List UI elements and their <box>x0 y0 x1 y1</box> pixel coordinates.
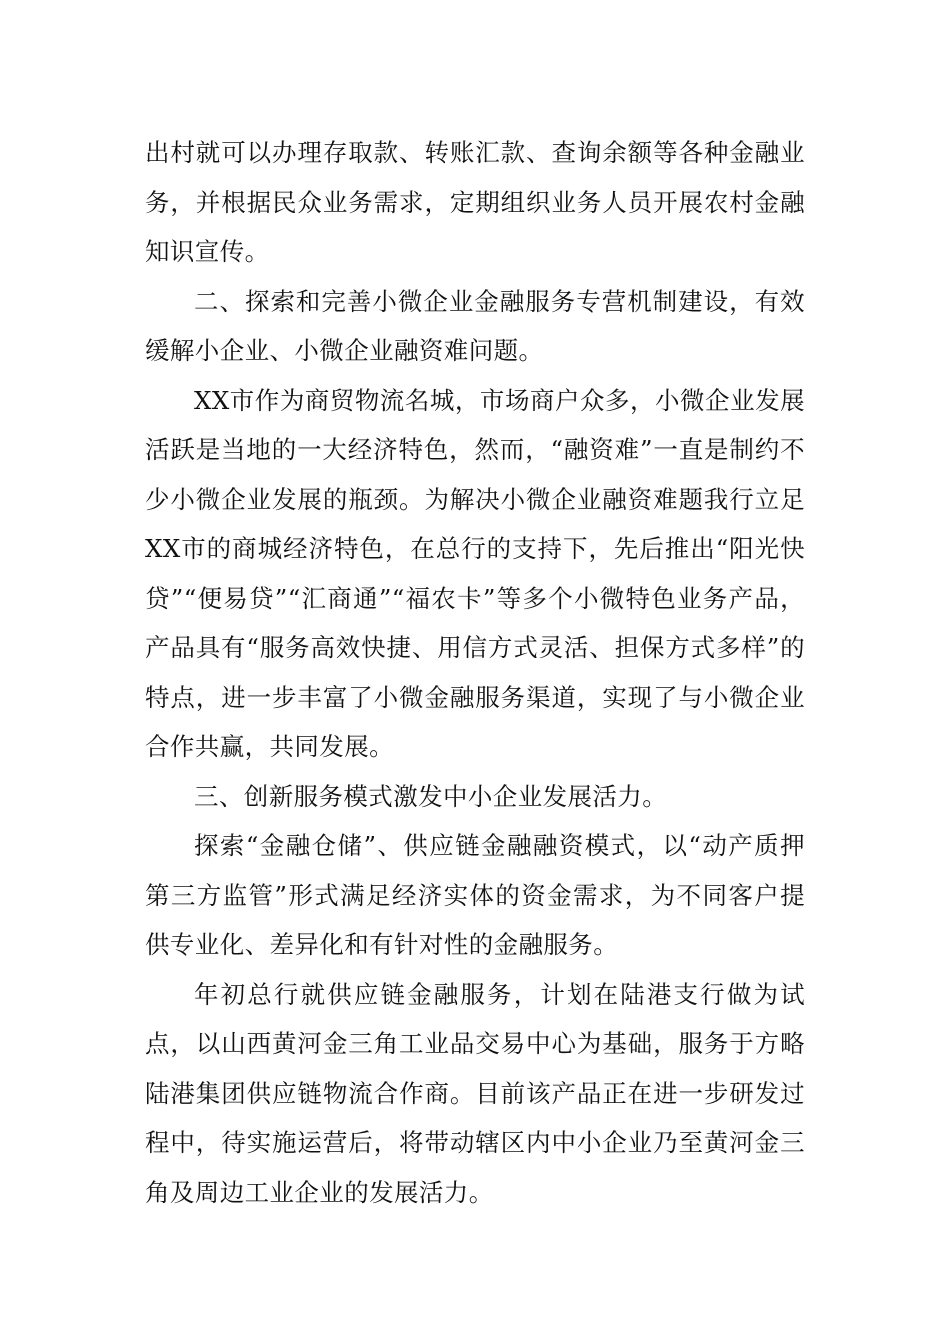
paragraph-pilot-program: 年初总行就供应链金融服务，计划在陆港支行做为试点，以山西黄河金三角工业品交易中心为基础，服务于方略陆港集团供应链物流合作商。目前该产品正在进一步研发过程中，待实施运营后，将带动辖区内中小企业乃至黄河金三角及周边工业企业的发展活力。 <box>145 979 805 1207</box>
section-heading-two: 二、探索和完善小微企业金融服务专营机制建设，有效缓解小企业、小微企业融资难问题。 <box>145 286 805 365</box>
paragraph-supply-chain: 探索“金融仓储”、供应链金融融资模式，以“动产质押第三方监管”形式满足经济实体的资金需求，为不同客户提供专业化、差异化和有针对性的金融服务。 <box>145 831 805 959</box>
paragraph-continuation: 出村就可以办理存取款、转账汇款、查询余额等各种金融业务，并根据民众业务需求，定期组织业务人员开展农村金融知识宣传。 <box>145 138 805 266</box>
document-body <box>145 128 805 1217</box>
paragraph-small-business: XX市作为商贸物流名城，市场商户众多，小微企业发展活跃是当地的一大经济特色，然而，“融资难”一直是制约不少小微企业发展的瓶颈。为解决小微企业融资难题我行立足XX市的商城经济特色，在总行的支持下，先后推出“阳光快贷”“便易贷”“汇商通”“福农卡”等多个小微特色业务产品，产品具有“服务高效快捷、用信方式灵活、担保方式多样”的特点，进一步丰富了小微金融服务渠道，实现了与小微企业合作共赢，共同发展。 <box>145 385 805 761</box>
section-heading-three: 三、创新服务模式激发中小企业发展活力。 <box>194 781 668 811</box>
